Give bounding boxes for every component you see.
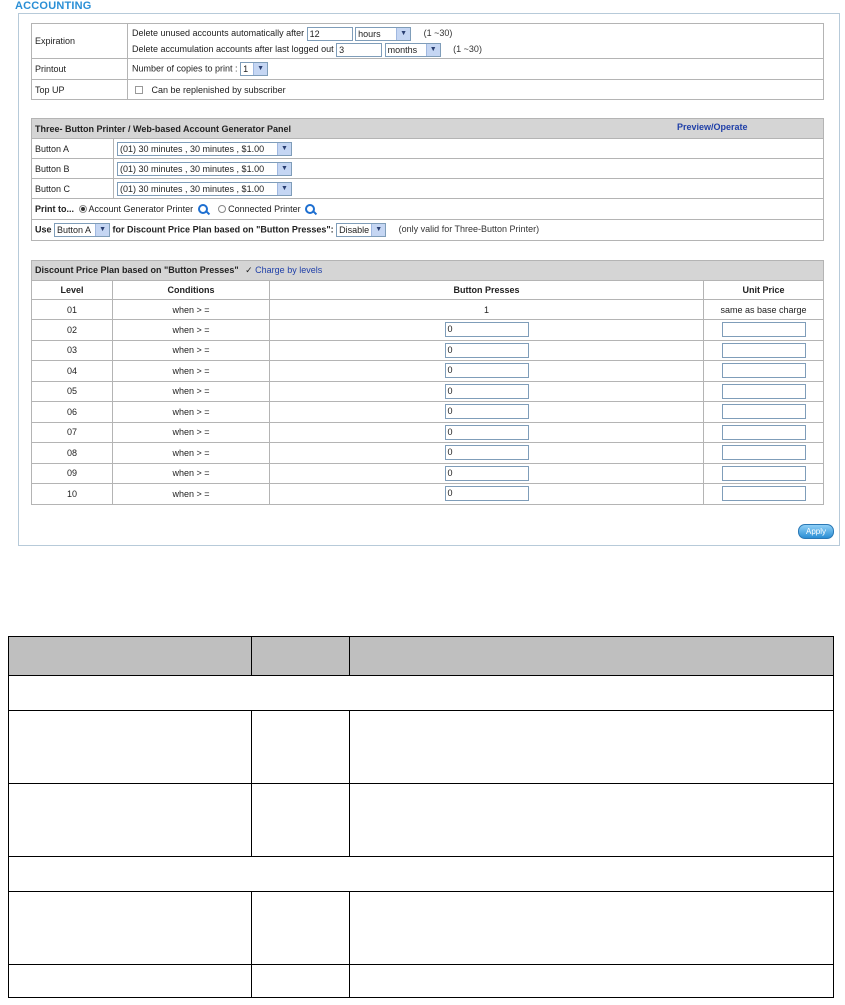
use-row	[32, 220, 824, 241]
condition-cell: when > =	[113, 320, 270, 341]
table-row	[9, 892, 834, 965]
parameter-table	[8, 636, 834, 998]
group-cell	[9, 676, 834, 711]
check-icon: ✓	[245, 265, 253, 275]
expiration-line2	[132, 41, 820, 57]
table-row	[9, 711, 834, 784]
unit-price-input[interactable]	[722, 486, 806, 501]
chevron-down-icon: ▼	[277, 163, 291, 175]
discount-plan-table	[31, 260, 824, 505]
presses-cell	[270, 402, 704, 423]
topup-text: Can be replenished by subscriber	[151, 84, 286, 95]
unused-hint: (1 ~30)	[423, 28, 453, 38]
condition-cell: when > =	[113, 340, 270, 361]
level-cell: 08	[32, 443, 113, 464]
use-hint: (only valid for Three-Button Printer)	[398, 224, 540, 235]
chevron-down-icon: ▼	[371, 224, 385, 236]
unused-unit-value: hours	[358, 28, 381, 39]
parameter-table-header	[9, 637, 834, 676]
price-cell	[704, 484, 824, 505]
button-presses-input[interactable]: 0	[445, 384, 529, 399]
condition-cell: when > =	[113, 463, 270, 484]
unit-price-input[interactable]	[722, 466, 806, 481]
price-cell	[704, 361, 824, 382]
button-presses-input[interactable]: 0	[445, 322, 529, 337]
unit-price-input[interactable]	[722, 322, 806, 337]
col-conditions: Conditions	[113, 281, 270, 300]
table-row	[32, 402, 824, 423]
unused-unit-select[interactable]	[355, 27, 411, 41]
unused-accounts-input[interactable]: 12	[307, 27, 353, 41]
unit-price-input[interactable]	[722, 425, 806, 440]
chevron-down-icon: ▼	[426, 44, 440, 56]
button-b-select[interactable]	[117, 162, 292, 176]
printout-text: Number of copies to print :	[132, 63, 238, 74]
copies-select[interactable]	[240, 62, 268, 76]
presses-cell	[270, 422, 704, 443]
col-unit-price: Unit Price	[704, 281, 824, 300]
use-button-value: Button A	[57, 225, 92, 235]
use-label: Use	[35, 224, 52, 235]
chevron-down-icon: ▼	[95, 224, 109, 236]
unit-price-input[interactable]	[722, 384, 806, 399]
print-to-label: Print to...	[35, 203, 74, 214]
table-row	[32, 320, 824, 341]
connected-printer-label: Connected Printer	[228, 203, 301, 214]
button-a-select[interactable]	[117, 142, 292, 156]
chevron-down-icon: ▼	[277, 183, 291, 195]
table-row	[32, 361, 824, 382]
button-a-row	[32, 139, 824, 159]
level-cell: 04	[32, 361, 113, 382]
expiration-line1-text: Delete unused accounts automatically after	[132, 28, 305, 38]
condition-cell: when > =	[113, 381, 270, 402]
unit-price-input[interactable]	[722, 363, 806, 378]
presses-cell	[270, 340, 704, 361]
presses-cell	[270, 443, 704, 464]
expiration-row	[32, 24, 824, 59]
button-b-row	[32, 159, 824, 179]
condition-cell: when > =	[113, 402, 270, 423]
account-generator-radio[interactable]	[79, 205, 87, 213]
table-row	[32, 463, 824, 484]
button-c-select[interactable]	[117, 182, 292, 196]
level-cell: 01	[32, 300, 113, 320]
button-c-label: Button C	[32, 179, 114, 199]
preview-operate-link[interactable]: Preview/Operate	[677, 122, 748, 132]
discount-header	[32, 261, 824, 281]
button-presses-input[interactable]: 0	[445, 486, 529, 501]
price-cell: same as base charge	[704, 300, 824, 320]
button-panel-table	[31, 118, 824, 241]
button-presses-input[interactable]: 0	[445, 445, 529, 460]
level-cell: 03	[32, 340, 113, 361]
table-row	[32, 381, 824, 402]
price-cell	[704, 443, 824, 464]
level-cell: 07	[32, 422, 113, 443]
expiration-label: Expiration	[32, 24, 128, 59]
button-c-value: (01) 30 minutes , 30 minutes , $1.00	[120, 183, 265, 194]
presses-cell	[270, 361, 704, 382]
print-to-row	[32, 199, 824, 220]
accumulation-hint: (1 ~30)	[453, 44, 482, 54]
topup-label: Top UP	[32, 80, 128, 100]
table-row	[32, 300, 824, 320]
table-row	[32, 443, 824, 464]
button-presses-input[interactable]: 0	[445, 363, 529, 378]
copies-value: 1	[243, 64, 249, 74]
discount-column-headers	[32, 281, 824, 300]
button-presses-input[interactable]: 0	[445, 343, 529, 358]
discount-state-value: Disable	[339, 225, 370, 235]
table-row	[9, 965, 834, 998]
price-cell	[704, 422, 824, 443]
presses-cell: 1	[270, 300, 704, 320]
accumulation-unit-value: months	[387, 44, 418, 55]
accumulation-accounts-input[interactable]: 3	[336, 43, 382, 57]
apply-button[interactable]: Apply	[798, 524, 834, 539]
accumulation-unit-select[interactable]	[385, 43, 441, 57]
price-cell	[704, 340, 824, 361]
level-cell: 02	[32, 320, 113, 341]
group-cell	[9, 857, 834, 892]
header-cell	[350, 637, 834, 676]
price-cell	[704, 402, 824, 423]
button-a-value: (01) 30 minutes , 30 minutes , $1.00	[120, 143, 265, 154]
discount-rows	[32, 320, 824, 505]
printout-label: Printout	[32, 59, 128, 80]
button-presses-input[interactable]: 0	[445, 466, 529, 481]
header-cell	[252, 637, 350, 676]
button-b-value: (01) 30 minutes , 30 minutes , $1.00	[120, 163, 265, 174]
printout-row	[32, 59, 824, 80]
use-button-select[interactable]	[54, 223, 110, 237]
presses-cell	[270, 381, 704, 402]
condition-cell: when > =	[113, 422, 270, 443]
presses-cell	[270, 463, 704, 484]
condition-cell: when > =	[113, 361, 270, 382]
table-row	[32, 340, 824, 361]
section-title: ACCOUNTING	[15, 0, 92, 12]
panel-header	[32, 119, 824, 139]
presses-cell	[270, 484, 704, 505]
header-cell	[9, 637, 252, 676]
price-cell	[704, 320, 824, 341]
col-button-presses: Button Presses	[270, 281, 704, 300]
table-row	[9, 784, 834, 857]
use-text: for Discount Price Plan based on "Button Presses":	[112, 224, 334, 235]
accounting-settings-table	[31, 23, 824, 100]
discount-title: Discount Price Plan based on "Button Presses"	[35, 265, 239, 275]
price-cell	[704, 381, 824, 402]
condition-cell: when > =	[113, 300, 270, 320]
search-icon[interactable]	[198, 204, 208, 214]
chevron-down-icon: ▼	[277, 143, 291, 155]
button-c-row	[32, 179, 824, 199]
group-row	[9, 857, 834, 892]
chevron-down-icon: ▼	[396, 28, 410, 40]
level-cell: 06	[32, 402, 113, 423]
presses-cell	[270, 320, 704, 341]
topup-row	[32, 80, 824, 100]
col-level: Level	[32, 281, 113, 300]
chevron-down-icon: ▼	[253, 63, 267, 75]
button-a-label: Button A	[32, 139, 114, 159]
expiration-line2-text: Delete accumulation accounts after last logged out	[132, 44, 334, 54]
charge-by-levels-link[interactable]: Charge by levels	[255, 265, 323, 275]
search-icon[interactable]	[305, 204, 315, 214]
unit-price-input[interactable]	[722, 404, 806, 419]
connected-printer-radio[interactable]	[218, 205, 226, 213]
expiration-line1	[132, 25, 820, 41]
button-b-label: Button B	[32, 159, 114, 179]
condition-cell: when > =	[113, 484, 270, 505]
unit-price-input[interactable]	[722, 445, 806, 460]
panel-title: Three- Button Printer / Web-based Account Generator Panel	[35, 123, 292, 134]
topup-checkbox[interactable]	[135, 86, 143, 94]
level-cell: 09	[32, 463, 113, 484]
level-cell: 05	[32, 381, 113, 402]
unit-price-input[interactable]	[722, 343, 806, 358]
account-generator-label: Account Generator Printer	[88, 203, 194, 214]
button-presses-input[interactable]: 0	[445, 425, 529, 440]
price-cell	[704, 463, 824, 484]
table-row	[32, 422, 824, 443]
group-row	[9, 676, 834, 711]
button-presses-input[interactable]: 0	[445, 404, 529, 419]
level-cell: 10	[32, 484, 113, 505]
condition-cell: when > =	[113, 443, 270, 464]
discount-state-select[interactable]	[336, 223, 386, 237]
table-row	[32, 484, 824, 505]
